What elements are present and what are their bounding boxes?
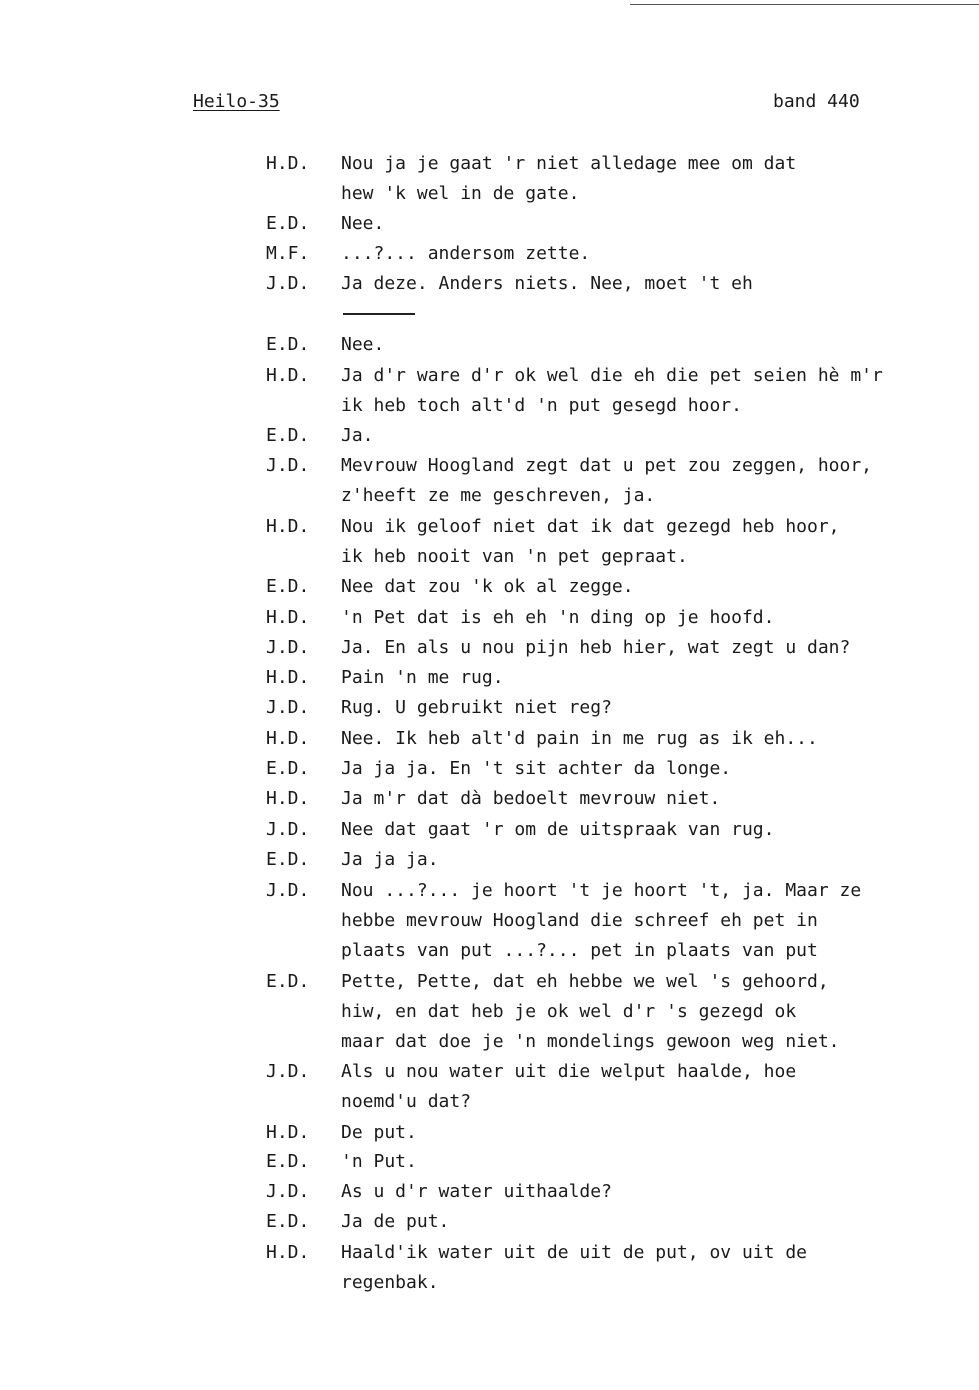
utterance-text: Rug. U gebruikt niet reg? (341, 697, 612, 718)
utterance-text: 'n Pet dat is eh eh 'n ding op je hoofd. (341, 607, 775, 628)
speaker-label: M.F. (266, 243, 310, 264)
utterance-text: Haald'ik water uit de uit de put, ov uit de (341, 1242, 807, 1263)
utterance-text: ik heb nooit van 'n pet gepraat. (341, 546, 688, 567)
utterance-text: Ja d'r ware d'r ok wel die eh die pet seien hè m'r (341, 365, 883, 386)
speaker-label: J.D. (266, 697, 310, 718)
utterance-text: Als u nou water uit die welput haalde, hoe (341, 1061, 797, 1082)
speaker-label: E.D. (266, 971, 310, 992)
utterance-text: z'heeft ze me geschreven, ja. (341, 485, 656, 506)
utterance-text: Ja ja ja. En 't sit achter da longe. (341, 758, 732, 779)
speaker-label: J.D. (266, 880, 310, 901)
speaker-label: H.D. (266, 607, 310, 628)
utterance-text: ...?... andersom zette. (341, 243, 591, 264)
cut-mark (343, 313, 415, 315)
speaker-label: H.D. (266, 667, 310, 688)
speaker-label: J.D. (266, 273, 310, 294)
utterance-text: regenbak. (341, 1272, 439, 1293)
utterance-text: Nee dat gaat 'r om de uitspraak van rug. (341, 819, 775, 840)
utterance-text: ik heb toch alt'd 'n put gesegd hoor. (341, 395, 742, 416)
utterance-text: Mevrouw Hoogland zegt dat u pet zou zeggen, hoor, (341, 455, 873, 476)
speaker-label: E.D. (266, 758, 310, 779)
speaker-label: E.D. (266, 1211, 310, 1232)
speaker-label: J.D. (266, 637, 310, 658)
speaker-label: H.D. (266, 728, 310, 749)
utterance-text: Nee dat zou 'k ok al zegge. (341, 576, 634, 597)
utterance-text: Nee. (341, 334, 385, 355)
utterance-text: plaats van put ...?... pet in plaats van put (341, 940, 818, 961)
speaker-label: H.D. (266, 788, 310, 809)
top-rule (630, 4, 979, 5)
band-number: band 440 (773, 91, 860, 112)
utterance-text: Pain 'n me rug. (341, 667, 504, 688)
utterance-text: Nou ik geloof niet dat ik dat gezegd heb hoor, (341, 516, 840, 537)
speaker-label: E.D. (266, 334, 310, 355)
speaker-label: E.D. (266, 425, 310, 446)
utterance-text: Nee. Ik heb alt'd pain in me rug as ik eh... (341, 728, 818, 749)
page-identifier: Heilo-35 (193, 91, 280, 112)
utterance-text: Nou ...?... je hoort 't je hoort 't, ja. Maar ze (341, 880, 862, 901)
utterance-text: noemd'u dat? (341, 1091, 472, 1112)
speaker-label: H.D. (266, 365, 310, 386)
utterance-text: Nou ja je gaat 'r niet alledage mee om dat (341, 153, 797, 174)
speaker-label: E.D. (266, 849, 310, 870)
utterance-text: hebbe mevrouw Hoogland die schreef eh pet in (341, 910, 818, 931)
speaker-label: E.D. (266, 576, 310, 597)
speaker-label: H.D. (266, 516, 310, 537)
utterance-text: Pette, Pette, dat eh hebbe we wel 's gehoord, (341, 971, 829, 992)
utterance-text: 'n Put. (341, 1151, 417, 1172)
speaker-label: E.D. (266, 1151, 310, 1172)
utterance-text: maar dat doe je 'n mondelings gewoon weg niet. (341, 1031, 840, 1052)
utterance-text: As u d'r water uithaalde? (341, 1181, 612, 1202)
utterance-text: Ja de put. (341, 1211, 450, 1232)
speaker-label: E.D. (266, 213, 310, 234)
utterance-text: hiw, en dat heb je ok wel d'r 's gezegd ok (341, 1001, 797, 1022)
speaker-label: J.D. (266, 455, 310, 476)
utterance-text: Ja deze. Anders niets. Nee, moet 't eh (341, 273, 753, 294)
speaker-label: H.D. (266, 153, 310, 174)
utterance-text: Nee. (341, 213, 385, 234)
speaker-label: J.D. (266, 819, 310, 840)
utterance-text: Ja. En als u nou pijn heb hier, wat zegt u dan? (341, 637, 851, 658)
utterance-text: Ja ja ja. (341, 849, 439, 870)
utterance-text: hew 'k wel in de gate. (341, 183, 580, 204)
speaker-label: H.D. (266, 1242, 310, 1263)
speaker-label: J.D. (266, 1181, 310, 1202)
utterance-text: Ja. (341, 425, 374, 446)
speaker-label: J.D. (266, 1061, 310, 1082)
utterance-text: De put. (341, 1122, 417, 1143)
utterance-text: Ja m'r dat dà bedoelt mevrouw niet. (341, 788, 721, 809)
speaker-label: H.D. (266, 1122, 310, 1143)
